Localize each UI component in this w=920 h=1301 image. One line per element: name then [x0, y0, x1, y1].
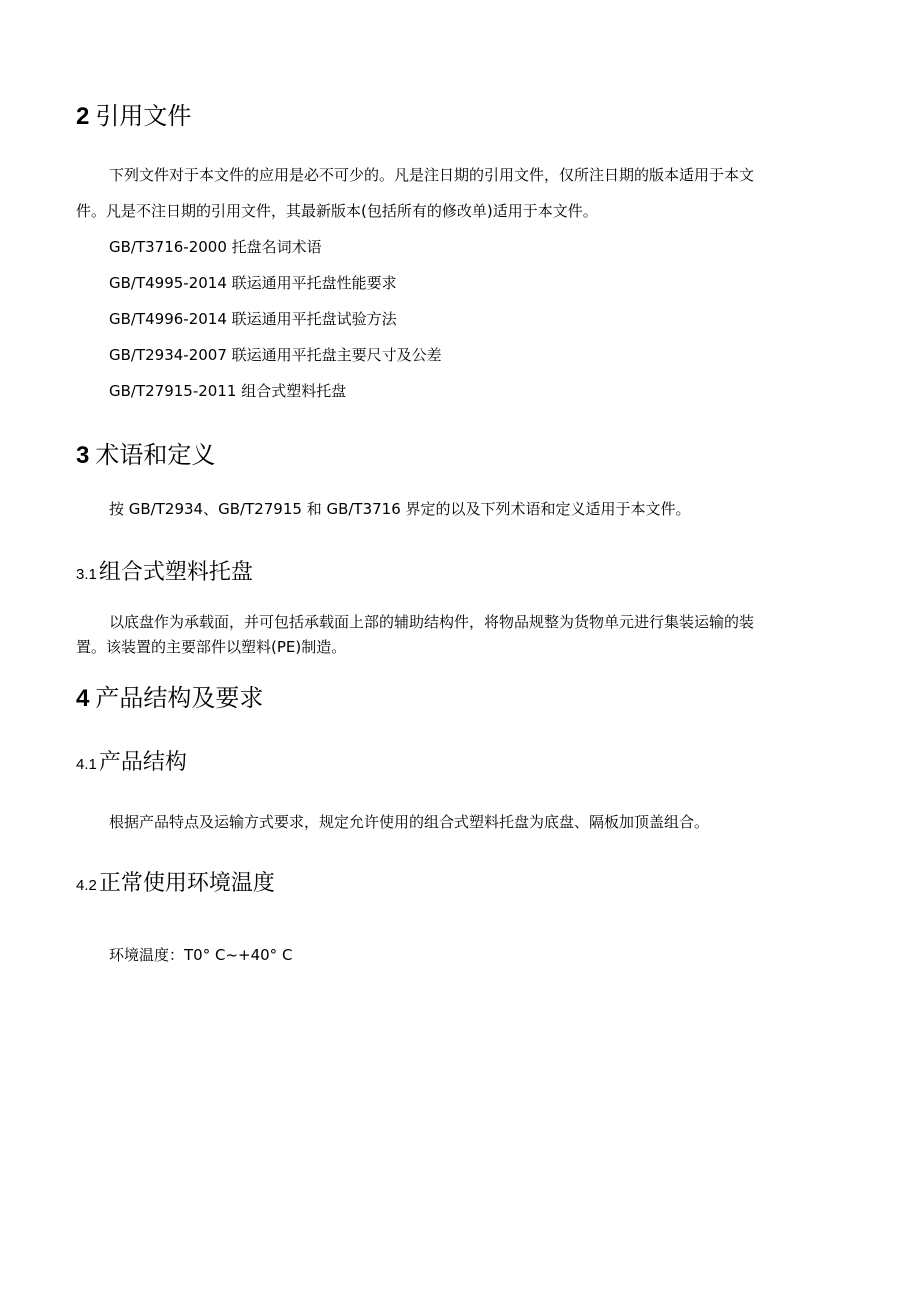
- section-3-heading: [76, 440, 215, 471]
- subsection-number: 4.1: [76, 756, 97, 773]
- section-title: 产品结构及要求: [95, 684, 264, 712]
- paragraph-line: 根据产品特点及运输方式要求，规定允许使用的组合式塑料托盘为底盘、隔板加顶盖组合。: [109, 813, 710, 831]
- section-number: 2: [76, 103, 90, 130]
- reference-item: GB/T2934-2007 联运通用平托盘主要尺寸及公差: [109, 346, 442, 364]
- subsection-title: 产品结构: [98, 750, 187, 775]
- subsection-4-1-heading: [76, 749, 187, 779]
- reference-item: GB/T4996-2014 联运通用平托盘试验方法: [109, 310, 397, 328]
- paragraph-line: 件。凡是不注日期的引用文件，其最新版本(包括所有的修改单)适用于本文件。: [76, 202, 598, 220]
- reference-item: GB/T4995-2014 联运通用平托盘性能要求: [109, 274, 397, 292]
- paragraph-line: 置。该装置的主要部件以塑料(PE)制造。: [76, 638, 347, 656]
- paragraph-line: 按 GB/T2934、GB/T27915 和 GB/T3716 界定的以及下列术语和定义适用于本文件。: [109, 500, 691, 518]
- section-title: 引用文件: [95, 102, 192, 130]
- subsection-number: 3.1: [76, 566, 97, 583]
- reference-item: GB/T3716-2000 托盘名词术语: [109, 238, 322, 256]
- subsection-3-1-heading: [76, 559, 253, 589]
- section-number: 3: [76, 442, 90, 469]
- subsection-4-2-heading: [76, 870, 275, 900]
- section-4-heading: [76, 683, 263, 714]
- subsection-title: 组合式塑料托盘: [98, 560, 253, 585]
- section-title: 术语和定义: [95, 441, 216, 469]
- section-2-heading: [76, 101, 191, 132]
- section-number: 4: [76, 685, 90, 712]
- paragraph-line: 以底盘作为承载面，并可包括承载面上部的辅助结构件，将物品规整为货物单元进行集装运输的装: [109, 613, 755, 631]
- subsection-title: 正常使用环境温度: [98, 871, 275, 896]
- paragraph-line: 环境温度：T0° C~+40° C: [109, 946, 293, 964]
- paragraph-line: 下列文件对于本文件的应用是必不可少的。凡是注日期的引用文件，仅所注日期的版本适用于本文: [109, 166, 755, 184]
- subsection-number: 4.2: [76, 877, 97, 894]
- reference-item: GB/T27915-2011 组合式塑料托盘: [109, 382, 347, 400]
